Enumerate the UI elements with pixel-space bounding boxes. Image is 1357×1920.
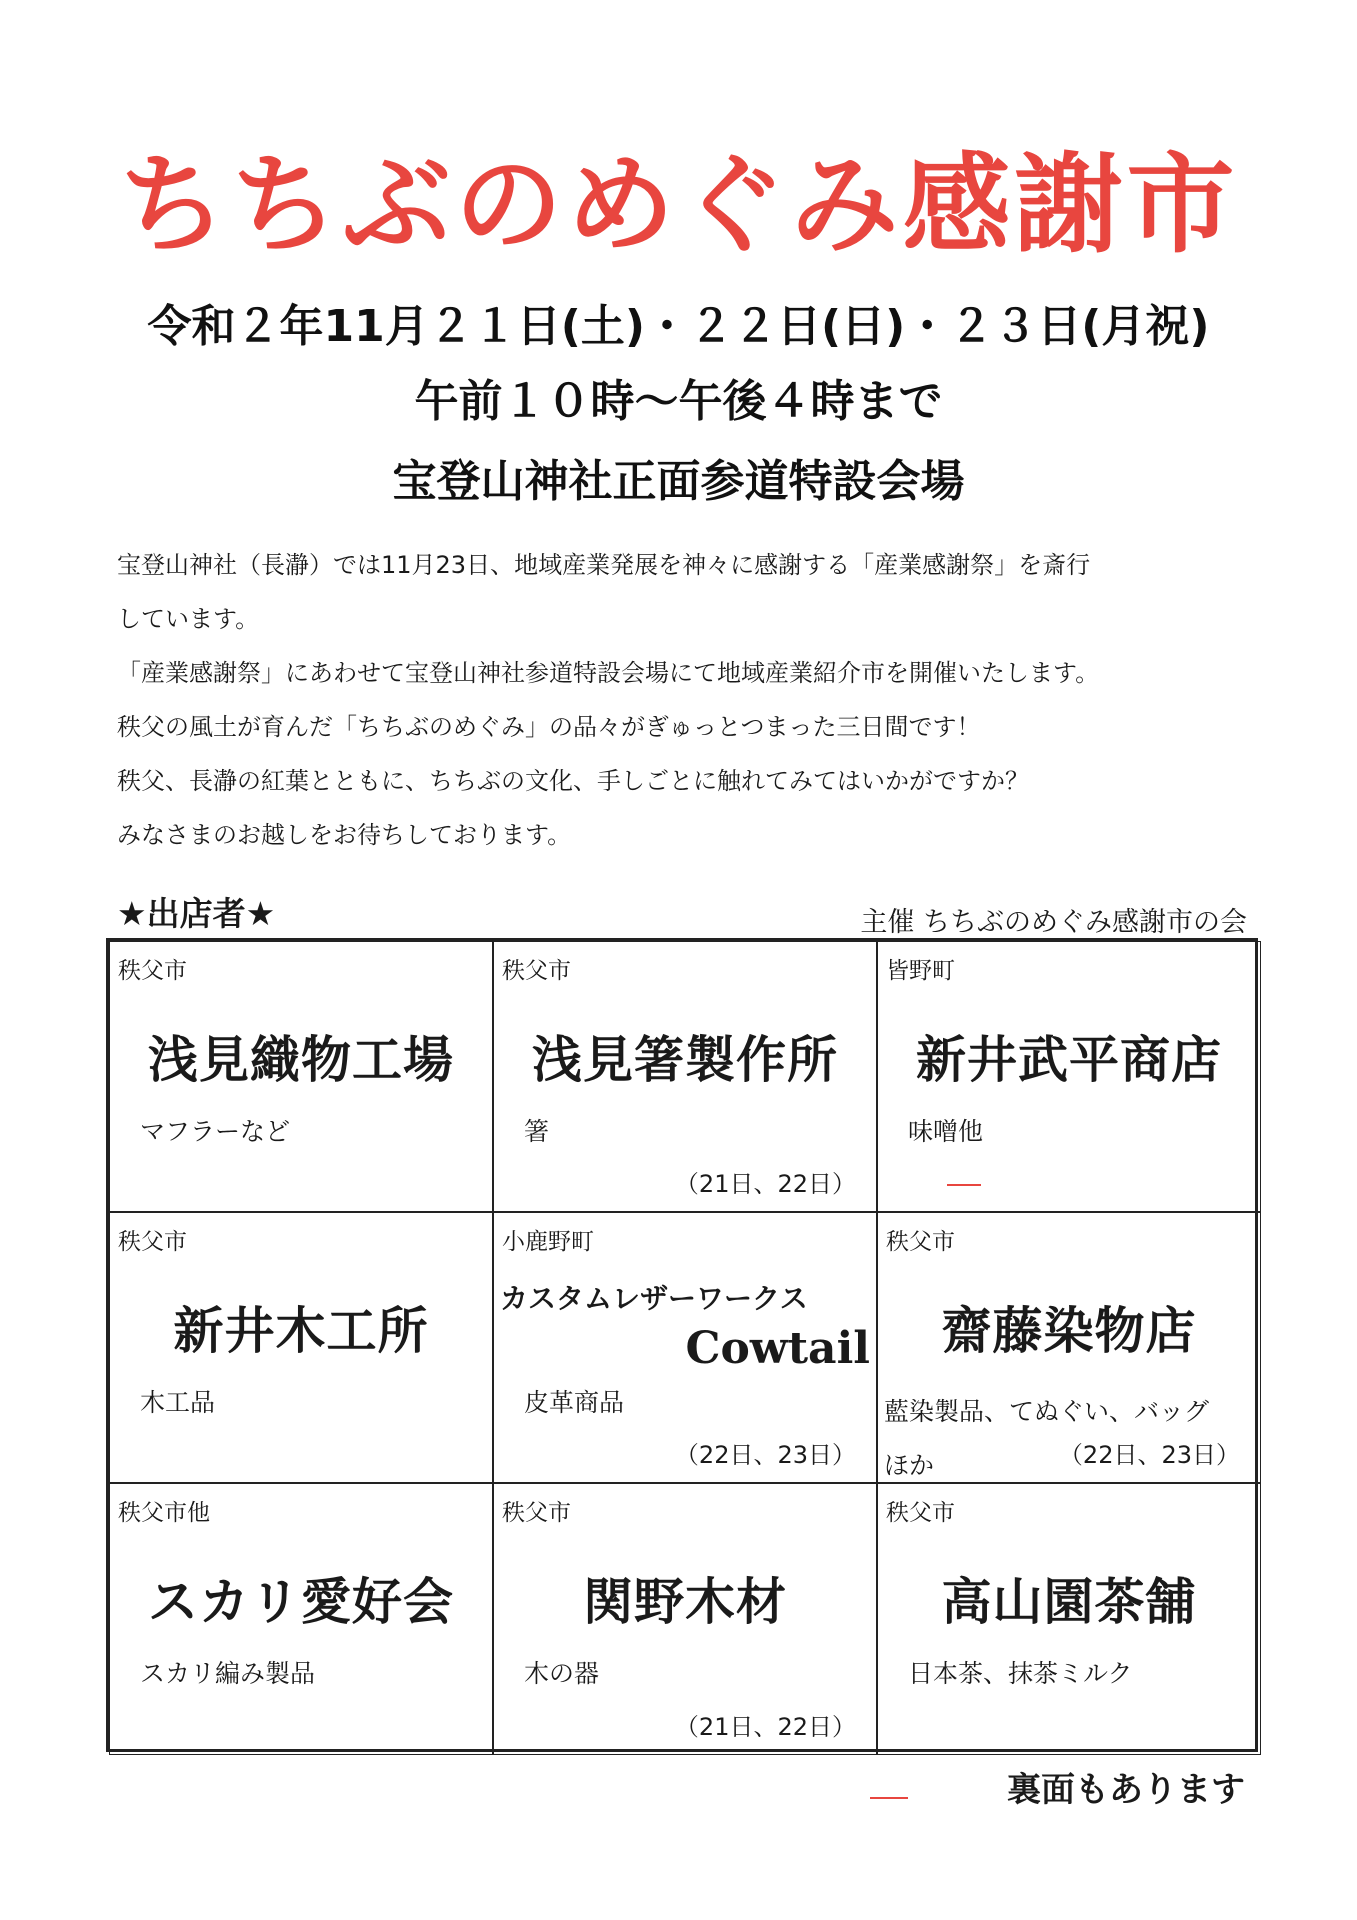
organizer: 主催 ちちぶのめぐみ感謝市の会	[860, 907, 1247, 938]
vendor-name: 新井木工所	[173, 1301, 429, 1360]
vendor-name: スカリ愛好会	[148, 1572, 454, 1631]
vendor-cell	[109, 1483, 493, 1755]
vendor-products: スカリ編み製品	[140, 1659, 316, 1688]
vendor-name: 浅見箸製作所	[532, 1030, 838, 1089]
event-title: ちちぶのめぐみ感謝市	[118, 143, 1239, 268]
vendor-name: 齋藤染物店	[941, 1301, 1197, 1360]
intro-text	[117, 538, 1257, 862]
vendor-name: 浅見織物工場	[148, 1030, 454, 1089]
vendor-products: 藍染製品、てぬぐい、バッグ	[884, 1397, 1210, 1426]
reverse-side-note: 裏面もあります	[1007, 1770, 1245, 1810]
vendor-dates: （21日、22日）	[674, 1713, 856, 1741]
vendor-products: 木工品	[140, 1388, 216, 1417]
event-date: 令和２年11月２１日(土)・２２日(日)・２３日(月祝)	[147, 301, 1210, 352]
intro-line: 秩父の風土が育んだ「ちちぶのめぐみ」の品々がぎゅっとつまった三日間です！	[117, 713, 981, 741]
vendor-location: 秩父市	[118, 958, 187, 984]
vendor-location: 秩父市	[886, 1500, 955, 1526]
event-venue: 宝登山神社正面参道特設会場	[392, 456, 965, 507]
vendor-name: 高山園茶舗	[941, 1572, 1197, 1631]
vendor-cell	[109, 1212, 493, 1483]
intro-line: 「産業感謝祭」にあわせて宝登山神社参道特設会場にて地域産業紹介市を開催いたします。	[117, 659, 1100, 687]
vendor-name: カスタムレザーワークス	[500, 1282, 808, 1315]
vendor-dates: （22日、23日）	[1058, 1441, 1240, 1469]
vendor-cell	[877, 1483, 1261, 1755]
vendor-cell	[493, 1483, 877, 1755]
vendor-cell	[493, 941, 877, 1212]
vendor-location: 秩父市	[118, 1229, 187, 1255]
vendor-products: 味噌他	[908, 1117, 984, 1146]
intro-line: しています。	[117, 605, 260, 633]
vendor-products: 箸	[524, 1117, 550, 1146]
vendor-cell	[109, 941, 493, 1212]
vendor-location: 皆野町	[886, 958, 955, 984]
vendor-dates: （22日、23日）	[674, 1441, 856, 1469]
vendor-products: 日本茶、抹茶ミルク	[908, 1659, 1133, 1688]
vendor-cell	[877, 941, 1261, 1212]
intro-line: 宝登山神社（長瀞）では11月23日、地域産業発展を神々に感謝する「産業感謝祭」を斎行	[117, 551, 1091, 579]
scan-mark	[947, 1184, 981, 1186]
vendor-products: 皮革商品	[524, 1388, 625, 1417]
vendor-products: マフラーなど	[140, 1117, 291, 1146]
vendor-name: 新井武平商店	[916, 1030, 1222, 1089]
intro-line: 秩父、長瀞の紅葉とともに、ちちぶの文化、手しごとに触れてみてはいかがですか？	[117, 767, 1029, 795]
scan-mark	[870, 1797, 908, 1799]
vendor-grid	[106, 938, 1258, 1752]
vendor-location: 秩父市	[502, 1500, 571, 1526]
vendor-dates: （21日、22日）	[674, 1170, 856, 1198]
intro-line: みなさまのお越しをお待ちしております。	[117, 821, 572, 849]
vendor-cell	[493, 1212, 877, 1483]
vendor-products-more: ほか	[884, 1451, 935, 1480]
vendor-location: 秩父市	[502, 958, 571, 984]
vendor-location: 小鹿野町	[502, 1229, 594, 1255]
vendor-location: 秩父市	[886, 1229, 955, 1255]
vendor-name-latin: Cowtail	[685, 1323, 870, 1374]
event-hours: 午前１０時～午後４時まで	[414, 376, 943, 427]
vendor-cell	[877, 1212, 1261, 1483]
vendor-name: 関野木材	[583, 1572, 787, 1631]
vendor-products: 木の器	[524, 1659, 600, 1688]
vendor-location: 秩父市他	[118, 1500, 210, 1526]
vendors-heading: ★出店者★	[117, 894, 276, 933]
